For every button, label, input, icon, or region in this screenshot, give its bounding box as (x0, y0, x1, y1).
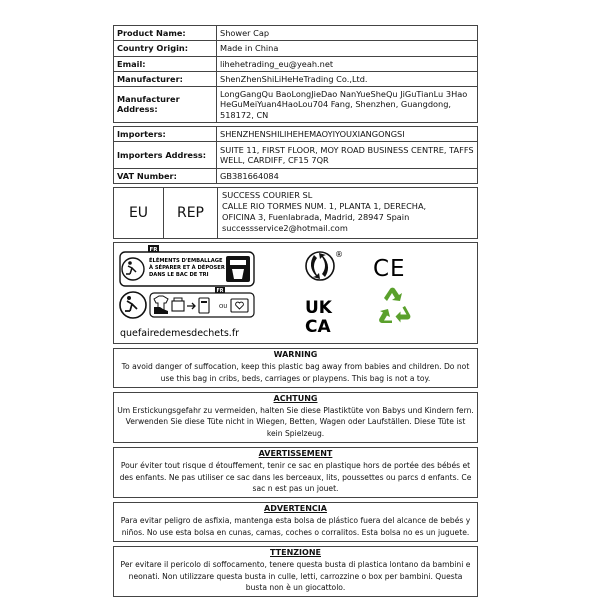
table-row (114, 26, 478, 41)
warning-title: AVERTISSEMENT (258, 449, 333, 459)
eu-rep-address (218, 188, 477, 238)
heart-box-icon (231, 299, 248, 312)
table-row (114, 142, 478, 169)
warning-title: TTENZIONE (270, 548, 321, 558)
rep-mark: REP (164, 188, 218, 238)
importers-address-label: Importers Address: (114, 142, 217, 169)
arrow-right-icon (187, 303, 195, 309)
email-value: lihehetrading_eu@yeah.net (217, 56, 478, 71)
clothing-box-icon (172, 298, 184, 311)
triman-large-icon (120, 292, 146, 318)
warning-italian (113, 546, 478, 597)
recycling-bin-icon (226, 256, 250, 282)
manufacturer-address-value: LongGangQu BaoLongJieDao NanYueSheQu JiGuTianLu 3Hao HeGuMeiYuan4HaoLou704 Fang, Shenzhen, Guangdong, 518172, CN (217, 87, 478, 123)
triman-person-icon (122, 258, 144, 280)
table-row (114, 41, 478, 56)
eu-rep-line: SUCCESS COURIER SL (222, 190, 313, 201)
triman-line-3: DANS LE BAC DE TRI (149, 272, 209, 279)
table-row (114, 87, 478, 123)
product-info-table (113, 25, 478, 123)
warning-french (113, 447, 478, 498)
warning-body: Para evitar peligro de asfixia, mantenga esta bolsa de plástico fuera del alcance de bebés y niños. No use esta bolsa en cunas, camas, coches o corralitos. Esta bolsa no es un juguete. (120, 516, 471, 537)
triman-line-2: À SÉPARER ET À DÉPOSER (149, 265, 225, 272)
product-name-value: Shower Cap (217, 26, 478, 41)
table-row (114, 126, 478, 141)
symbols-drawing (114, 243, 479, 343)
warning-body: Per evitare il pericolo di soffocamento, tenere questa busta di plastica lontano da bambini e neonati. Non utilizzare questa busta in culle, letti, carrozzine o box per bambini. Questa busta non è un giocattolo. (120, 560, 471, 592)
warning-body: Pour éviter tout risque d étouffement, tenir ce sac en plastique hors de portée des bébés et des enfants. Ne pas utiliser ce sac dans les berceaux, lits, poussettes ou parcs d enfants. Ce sac n est pas un jouet. (119, 461, 472, 493)
shoe-icon (154, 307, 168, 314)
green-dot-icon (306, 252, 334, 280)
warning-german (113, 392, 478, 443)
website-text: quefairedemesdechets.fr (120, 328, 240, 340)
warning-title: ACHTUNG (273, 394, 318, 404)
importers-label: Importers: (114, 126, 217, 141)
product-name-label: Product Name: (114, 26, 217, 41)
manufacturer-label: Manufacturer: (114, 71, 217, 86)
warning-body: To avoid danger of suffocation, keep this plastic bag away from babies and children. Do not use this bag in cribs, beds, carriages or playpens. This bag is not a toy. (121, 362, 470, 383)
importers-value: SHENZHENSHILIHEHEMAOYIYOUXIANGONGSI (217, 126, 478, 141)
eu-rep-line: successservice2@hotmail.com (222, 223, 348, 234)
fr-small-text: FR (216, 289, 224, 295)
warning-body: Um Erstickungsgefahr zu vermeiden, halten Sie diese Plastiktüte von Babys und Kindern fern. Verwenden Sie diese Tüte nicht in Wiegen, Betten, Wagen oder Laufställen. Diese Tüte ist kein Spielzeug. (117, 406, 474, 438)
eu-mark: EU (114, 188, 164, 238)
country-origin-label: Country Origin: (114, 41, 217, 56)
table-row (114, 71, 478, 86)
country-origin-value: Made in China (217, 41, 478, 56)
warning-title: WARNING (273, 350, 318, 360)
product-label-sheet (113, 25, 478, 597)
eu-rep-line: OFICINA 3, Fuenlabrada, Madrid, 28947 Spain (222, 212, 410, 223)
table-row (114, 56, 478, 71)
ou-text: OU (219, 304, 228, 311)
collection-bin-icon (199, 298, 209, 313)
warning-spanish (113, 502, 478, 542)
ce-mark-icon: CE (373, 256, 406, 283)
fr-tab-text: FR (149, 247, 158, 254)
compliance-symbols-panel (113, 242, 478, 344)
triman-line-1: ÉLÉMENTS D'EMBALLAGE (149, 258, 223, 265)
recycle-icon (379, 288, 410, 323)
manufacturer-value: ShenZhenShiLiHeHeTrading Co.,Ltd. (217, 71, 478, 86)
email-label: Email: (114, 56, 217, 71)
eu-rep-line: CALLE RIO TORMES NUM. 1, PLANTA 1, DERECHA, (222, 201, 427, 212)
vat-number-value: GB381664084 (217, 169, 478, 184)
warning-english (113, 348, 478, 388)
ukca-bottom-text: CA (305, 317, 331, 338)
importer-info-table (113, 126, 478, 185)
importers-address-value: SUITE 11, FIRST FLOOR, MOY ROAD BUSINESS CENTRE, TAFFS WELL, CARDIFF, CF15 7QR (217, 142, 478, 169)
manufacturer-address-label: Manufacturer Address: (114, 87, 217, 123)
warning-title: ADVERTENCIA (264, 504, 327, 514)
registered-mark: ® (335, 250, 343, 260)
ukca-top-text: UK (305, 298, 332, 319)
vat-number-label: VAT Number: (114, 169, 217, 184)
eu-representative-box (113, 187, 478, 239)
table-row (114, 169, 478, 184)
